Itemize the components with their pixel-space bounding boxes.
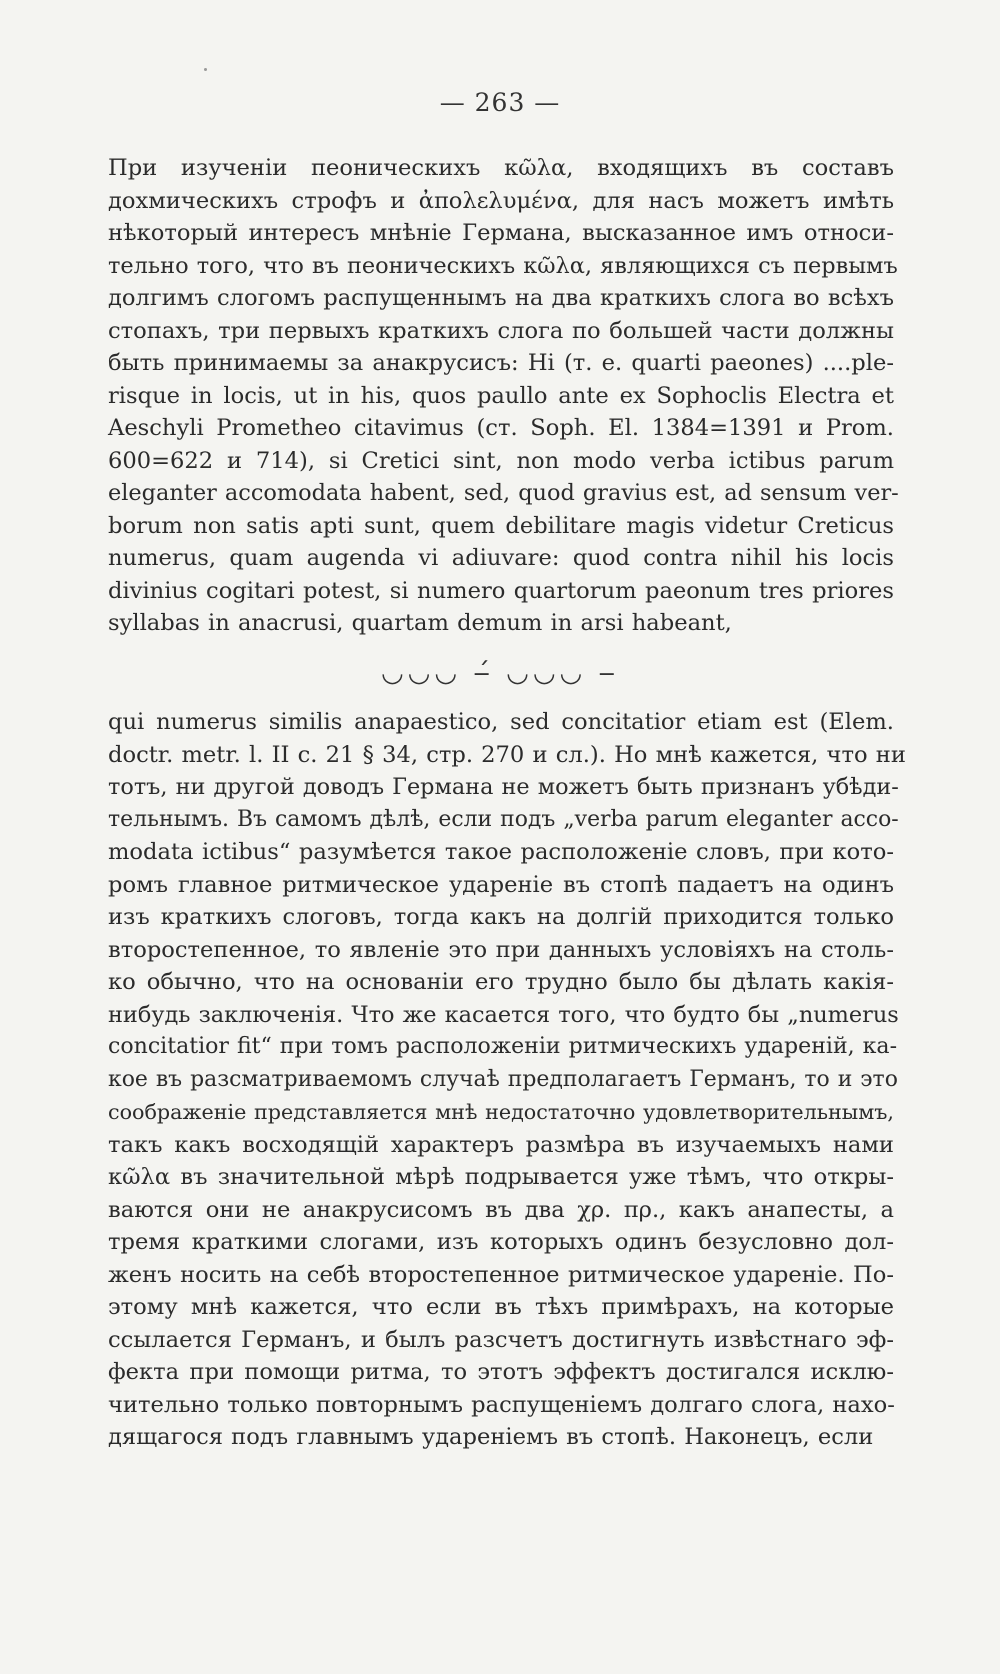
text-line: второстепенное, то явленіе это при данныхъ условіяхъ на столь- — [108, 936, 894, 963]
stray-dot-mark — [204, 68, 207, 71]
text-line: syllabas in anacrusi, quartam demum in arsi habeant, — [108, 610, 732, 636]
text-line: ко обычно, что на основаніи его трудно было бы дѣлать какія- — [108, 969, 894, 995]
text-line: женъ носить на себѣ второстепенное ритмическое удареніе. По- — [108, 1261, 894, 1288]
paragraph-2 — [108, 706, 906, 1454]
text-line: тельнымъ. Въ самомъ дѣлѣ, если подъ „verba parum eleganter acco- — [108, 806, 899, 832]
text-line: дохмическихъ строфъ и ἀπολελυμένα, для насъ можетъ имѣть — [108, 187, 894, 214]
text-line: numerus, quam augenda vi adiuvare: quod contra nihil his locis — [108, 545, 894, 571]
text-line: долгимъ слогомъ распущеннымъ на два краткихъ слога во всѣхъ — [108, 285, 894, 311]
text-line: тельно того, что въ пеоническихъ κῶλα, являющихся съ первымъ — [108, 252, 898, 279]
text-line: тотъ, ни другой доводъ Германа не можетъ быть признанъ убѣди- — [108, 774, 899, 800]
text-line: быть принимаемы за анакрусисъ: Hi (т. е. quarti paeones) ....ple- — [108, 350, 894, 376]
text-line: qui numerus similis anapaestico, sed concitatior etiam est (Elem. — [108, 709, 894, 735]
text-line: concitatior fit“ при томъ расположеніи ритмическихъ удареній, ка- — [108, 1034, 898, 1059]
text-line: modata ictibus“ разумѣется такое расположеніе словъ, при кото- — [108, 839, 894, 865]
text-line: borum non satis apti sunt, quem debilitare magis videtur Creticus — [108, 512, 894, 539]
text-line: doctr. metr. l. II c. 21 § 34, стр. 270 и сл.). Но мнѣ кажется, что ни — [108, 741, 906, 768]
text-line: чительно только повторнымъ распущеніемъ долгаго слога, нахо- — [108, 1391, 895, 1418]
text-line: 600=622 и 714), si Cretici sint, non modo verba ictibus parum — [108, 447, 894, 474]
text-line: divinius cogitari potest, si numero quartorum paeonum tres priores — [108, 577, 894, 604]
text-line: изъ краткихъ слоговъ, тогда какъ на долгій приходится только — [108, 904, 894, 930]
text-line: нибудь заключенія. Что же касается того, что будто бы „numerus — [108, 1001, 899, 1028]
text-line: При изученіи пеоническихъ κῶλα, входящихъ въ составъ — [108, 155, 894, 181]
text-line: Aeschyli Prometheo citavimus (ст. Soph. El. 1384=1391 и Prom. — [108, 415, 894, 441]
text-line: соображеніе представляется мнѣ недостаточно удовлетворительнымъ, — [108, 1100, 894, 1124]
text-line: ссылается Германъ, и былъ разсчетъ достигнуть извѣстнаго эф- — [108, 1326, 894, 1353]
metrical-scheme: ◡◡◡ ‒́ ◡◡◡ ‒ — [381, 658, 619, 688]
text-line: eleganter accomodata habent, sed, quod gravius est, ad sensum ver- — [108, 480, 899, 506]
text-line: стопахъ, три первыхъ краткихъ слога по большей части должны — [108, 317, 894, 344]
page-number: — 263 — — [439, 88, 561, 117]
text-line: фекта при помощи ритма, то этотъ эффектъ достигался исклю- — [108, 1359, 894, 1385]
text-line: тремя краткими слогами, изъ которыхъ одинъ безусловно дол- — [108, 1229, 894, 1255]
text-line: нѣкоторый интересъ мнѣніе Германа, высказанное имъ относи- — [108, 220, 894, 246]
text-line: дящагося подъ главнымъ удареніемъ въ стопѣ. Наконецъ, если — [108, 1424, 874, 1450]
text-line: ваются они не анакрусисомъ въ два χρ. πρ., какъ анапесты, а — [108, 1196, 894, 1223]
paragraph-1 — [108, 152, 899, 640]
text-line: κῶλα въ значительной мѣрѣ подрывается уже тѣмъ, что откры- — [108, 1164, 894, 1190]
text-line: такъ какъ восходящій характеръ размѣра въ изучаемыхъ нами — [108, 1131, 894, 1158]
text-line: этому мнѣ кажется, что если въ тѣхъ примѣрахъ, на которые — [108, 1294, 894, 1320]
text-line: кое въ разсматриваемомъ случаѣ предполагаетъ Германъ, то и это — [108, 1066, 898, 1092]
text-line: ромъ главное ритмическое удареніе въ стопѣ падаетъ на одинъ — [108, 871, 894, 898]
text-line: risque in locis, ut in his, quos paullo ante ex Sophoclis Electra et — [108, 382, 894, 409]
